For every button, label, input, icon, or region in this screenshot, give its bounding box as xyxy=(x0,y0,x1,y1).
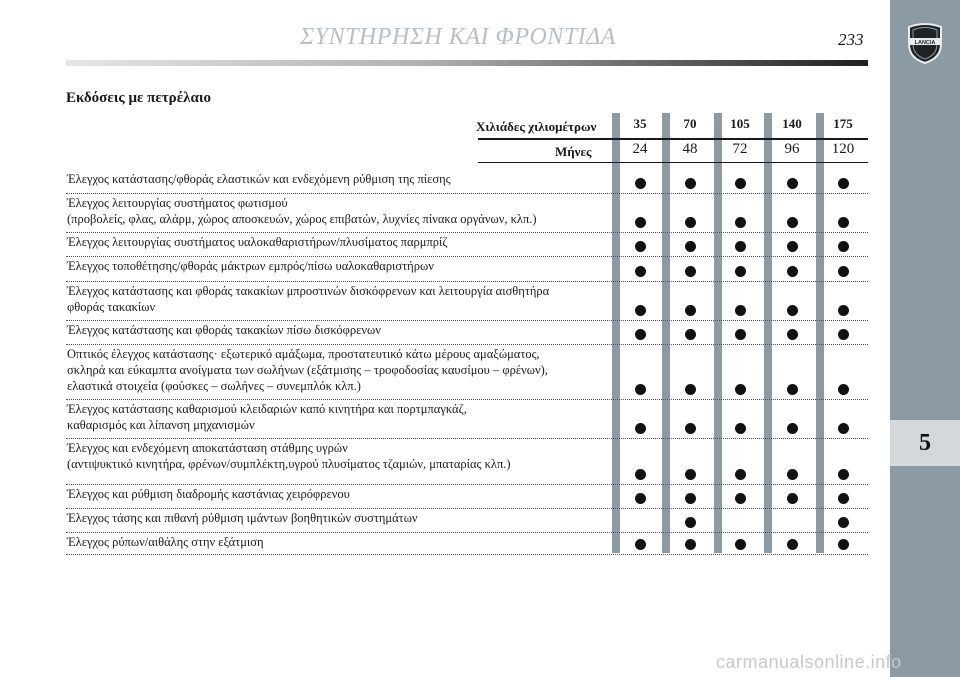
check-dot-icon xyxy=(685,329,696,340)
months-value: 96 xyxy=(784,141,800,157)
row-divider xyxy=(66,256,868,257)
row-divider xyxy=(66,232,868,233)
column-divider xyxy=(612,113,620,553)
column-divider xyxy=(714,113,722,553)
table-row-text: Έλεγχος τάσης και πιθανή ρύθμιση ιμάντων βοηθητικών συστημάτων xyxy=(67,511,418,525)
table-row-text: Έλεγχος κατάστασης/φθοράς ελαστικών και ενδεχόμενη ρύθμιση της πίεσης xyxy=(67,172,451,186)
header-divider xyxy=(478,162,868,163)
check-dot-icon xyxy=(635,423,646,434)
check-dot-icon xyxy=(735,384,746,395)
check-dot-icon xyxy=(635,178,646,189)
chapter-sidebar xyxy=(890,0,960,677)
table-row-text: Έλεγχος κατάστασης και φθοράς τακακίων πίσω δισκόφρενων xyxy=(67,323,381,337)
lancia-logo-icon xyxy=(906,22,944,64)
check-dot-icon xyxy=(838,329,849,340)
table-row-text: Έλεγχος και ρύθμιση διαδρομής καστάνιας χειρόφρενου xyxy=(67,487,350,501)
months-value: 48 xyxy=(682,141,698,157)
row-divider xyxy=(66,438,868,439)
check-dot-icon xyxy=(838,266,849,277)
check-dot-icon xyxy=(838,469,849,480)
logo-text: LANCIA xyxy=(914,40,936,46)
check-dot-icon xyxy=(685,241,696,252)
km-value: 35 xyxy=(633,116,647,131)
check-dot-icon xyxy=(735,217,746,228)
check-dot-icon xyxy=(787,217,798,228)
check-dot-icon xyxy=(787,241,798,252)
check-dot-icon xyxy=(635,266,646,277)
header-rule xyxy=(66,60,868,66)
check-dot-icon xyxy=(685,423,696,434)
check-dot-icon xyxy=(735,329,746,340)
km-header-label: Χιλιάδες χιλιομέτρων xyxy=(476,119,597,134)
check-dot-icon xyxy=(635,305,646,316)
km-value: 175 xyxy=(833,116,853,131)
header-divider xyxy=(478,138,868,140)
check-dot-icon xyxy=(735,178,746,189)
check-dot-icon xyxy=(838,493,849,504)
check-dot-icon xyxy=(787,305,798,316)
table-row-text: Έλεγχος ρύπων/αιθάλης στην εξάτμιση xyxy=(67,535,264,549)
check-dot-icon xyxy=(685,178,696,189)
check-dot-icon xyxy=(787,384,798,395)
check-dot-icon xyxy=(735,493,746,504)
check-dot-icon xyxy=(685,469,696,480)
check-dot-icon xyxy=(685,305,696,316)
chapter-tab[interactable]: 5 xyxy=(890,420,960,466)
check-dot-icon xyxy=(735,469,746,480)
check-dot-icon xyxy=(787,539,798,550)
row-divider xyxy=(66,508,868,509)
table-row-text: Έλεγχος και ενδεχόμενη αποκατάσταση στάθμης υγρών (αντιψυκτικό κινητήρα, φρένων/συμπλέκτη,υγρού πλυσίματος τζαμιών, μπαταρίας κλπ.) xyxy=(67,441,511,471)
check-dot-icon xyxy=(838,517,849,528)
km-value: 140 xyxy=(782,116,802,131)
months-value: 72 xyxy=(732,141,748,157)
check-dot-icon xyxy=(838,241,849,252)
check-dot-icon xyxy=(838,305,849,316)
row-divider xyxy=(66,399,868,400)
check-dot-icon xyxy=(787,329,798,340)
months-value: 24 xyxy=(632,141,648,157)
check-dot-icon xyxy=(685,217,696,228)
check-dot-icon xyxy=(685,493,696,504)
check-dot-icon xyxy=(838,178,849,189)
check-dot-icon xyxy=(838,217,849,228)
check-dot-icon xyxy=(635,493,646,504)
check-dot-icon xyxy=(787,423,798,434)
check-dot-icon xyxy=(735,305,746,316)
check-dot-icon xyxy=(635,329,646,340)
row-divider xyxy=(66,532,868,533)
check-dot-icon xyxy=(787,266,798,277)
watermark: carmanualsonline.info xyxy=(716,652,902,672)
row-divider xyxy=(66,554,868,555)
row-divider xyxy=(66,344,868,345)
check-dot-icon xyxy=(635,241,646,252)
check-dot-icon xyxy=(635,217,646,228)
column-divider xyxy=(662,113,670,553)
row-divider xyxy=(66,320,868,321)
check-dot-icon xyxy=(838,539,849,550)
check-dot-icon xyxy=(735,241,746,252)
check-dot-icon xyxy=(635,384,646,395)
table-row-text: Έλεγχος κατάστασης καθαρισμού κλειδαριών καπό κινητήρα και πορτμπαγκάζ, καθαρισμός και λίπανση μηχανισμών xyxy=(67,402,467,432)
row-divider xyxy=(66,484,868,485)
header-title: ΣΥΝΤΗΡΗΣΗ ΚΑΙ ΦΡΟΝΤΙΔΑ xyxy=(300,24,616,50)
table-row-text: Έλεγχος λειτουργίας συστήματος φωτισμού (προβολείς, φλας, αλάρμ, χώρος αποσκευών, χώρος επιβατών, λυχνίες πίνακα οργάνων, κλπ.) xyxy=(67,196,537,226)
row-divider xyxy=(66,193,868,194)
table-row-text: Έλεγχος κατάστασης και φθοράς τακακίων μπροστινών δισκόφρενων και λειτουργία αισθητήρα φθοράς τακακίων xyxy=(67,284,550,314)
check-dot-icon xyxy=(838,423,849,434)
page-number: 233 xyxy=(838,30,864,49)
section-title: Εκδόσεις με πετρέλαιο xyxy=(66,90,212,106)
check-dot-icon xyxy=(735,539,746,550)
months-value: 120 xyxy=(831,141,855,157)
km-value: 105 xyxy=(730,116,750,131)
table-row-text: Έλεγχος λειτουργίας συστήματος υαλοκαθαριστήρων/πλυσίματος παρμπρίζ xyxy=(67,235,448,249)
months-header-label: Μήνες xyxy=(555,144,592,159)
check-dot-icon xyxy=(685,266,696,277)
km-value: 70 xyxy=(683,116,697,131)
table-row-text: Έλεγχος τοποθέτησης/φθοράς μάκτρων εμπρός/πίσω υαλοκαθαριστήρων xyxy=(67,259,434,273)
column-divider xyxy=(764,113,772,553)
check-dot-icon xyxy=(685,384,696,395)
check-dot-icon xyxy=(735,423,746,434)
check-dot-icon xyxy=(635,539,646,550)
check-dot-icon xyxy=(685,539,696,550)
check-dot-icon xyxy=(685,517,696,528)
check-dot-icon xyxy=(735,266,746,277)
check-dot-icon xyxy=(787,469,798,480)
check-dot-icon xyxy=(787,493,798,504)
row-divider xyxy=(66,281,868,282)
table-row-text: Οπτικός έλεγχος κατάστασης· εξωτερικό αμάξωμα, προστατευτικό κάτω μέρους αμαξώματος, σκληρά και εύκαμπτα ανοίγματα των σωλήνων (εξάτμισης – τροφοδοσίας καυσίμου – φρένων), ελαστικά στοιχεία (φούσκες – σωλήνες – συνεμπλόκ κλπ.) xyxy=(67,347,548,393)
column-divider xyxy=(816,113,824,553)
check-dot-icon xyxy=(838,384,849,395)
check-dot-icon xyxy=(787,178,798,189)
check-dot-icon xyxy=(635,469,646,480)
